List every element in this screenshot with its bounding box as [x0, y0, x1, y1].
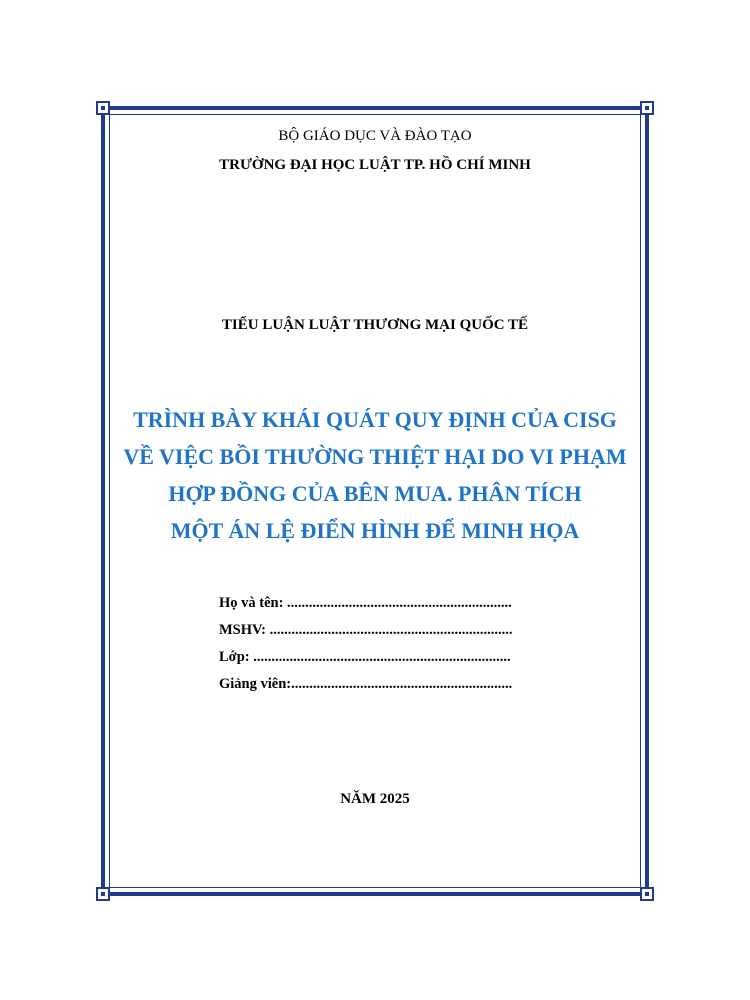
- essay-title: [0, 401, 750, 549]
- essay-title-line: HỢP ĐỒNG CỦA BÊN MUA. PHÂN TÍCH: [168, 481, 582, 506]
- ministry-name: BỘ GIÁO DỤC VÀ ĐÀO TẠO: [278, 128, 472, 144]
- lecturer-field: Giảng viên:.............................................................: [219, 676, 513, 692]
- essay-title-line: VỀ VIỆC BỒI THƯỜNG THIỆT HẠI DO VI PHẠM: [123, 444, 627, 469]
- border-corner-ornament: [640, 101, 654, 115]
- year-label: NĂM 2025: [340, 791, 410, 807]
- essay-title-line: MỘT ÁN LỆ ĐIỂN HÌNH ĐỂ MINH HỌA: [170, 518, 580, 543]
- border-corner-ornament: [96, 887, 110, 901]
- student-info-block: [219, 590, 559, 698]
- student-name-field: Họ và tên: ..............................................................: [219, 595, 512, 611]
- class-field: Lớp: .......................................................................: [219, 649, 511, 665]
- essay-type: TIỂU LUẬN LUẬT THƯƠNG MẠI QUỐC TẾ: [221, 317, 529, 333]
- student-id-field: MSHV: ...................................................................: [219, 622, 513, 638]
- border-corner-ornament: [96, 101, 110, 115]
- border-corner-ornament: [640, 887, 654, 901]
- essay-title-line: TRÌNH BÀY KHÁI QUÁT QUY ĐỊNH CỦA CISG: [133, 407, 617, 432]
- university-name: TRƯỜNG ĐẠI HỌC LUẬT TP. HỒ CHÍ MINH: [219, 157, 531, 173]
